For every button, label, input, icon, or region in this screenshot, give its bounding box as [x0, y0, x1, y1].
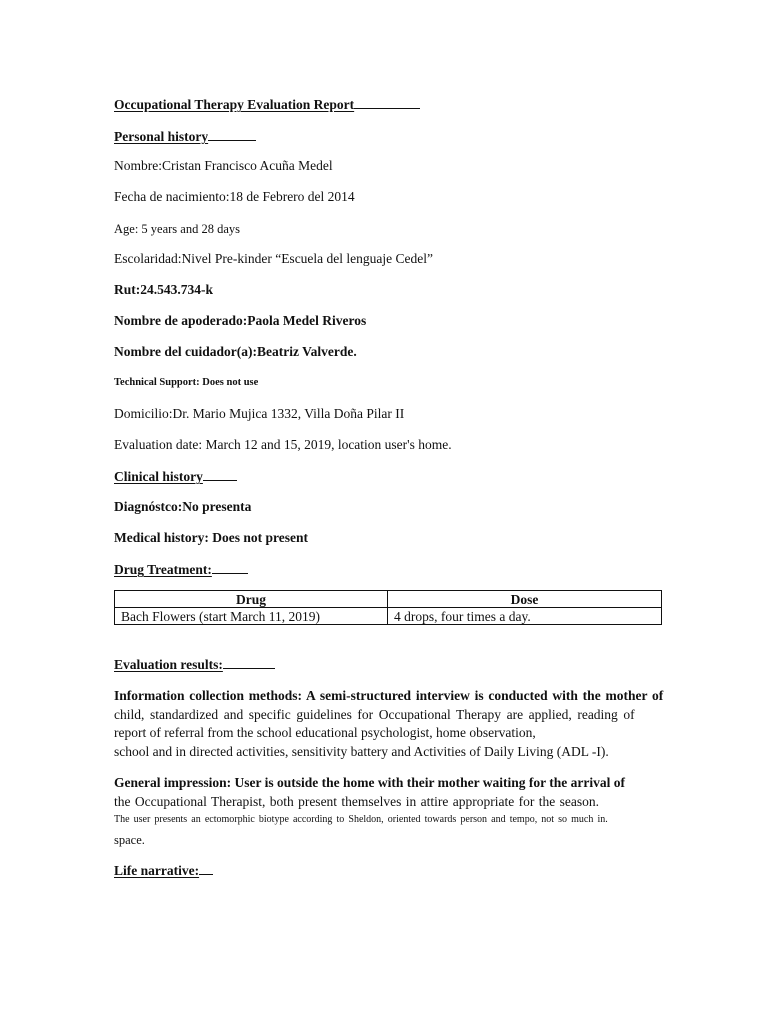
impression-line-3: The user presents an ectomorphic biotype according to Sheldon, oriented towards person and tempo, not so much in.: [114, 814, 608, 825]
methods-line-1: Information collection methods: A semi-structured interview is conducted with the mother of: [114, 688, 664, 703]
nombre-field: Nombre:Cristan Francisco Acuña Medel: [114, 158, 333, 173]
personal-history-heading: Personal history: [114, 128, 256, 145]
drug-cell: Bach Flowers (start March 11, 2019): [115, 608, 388, 625]
dose-cell: 4 drops, four times a day.: [388, 608, 662, 625]
report-title: Occupational Therapy Evaluation Report: [114, 96, 420, 113]
technical-support-field: Technical Support: Does not use: [114, 377, 259, 388]
methods-line-3: report of referral from the school educational psychologist, home observation,: [114, 725, 536, 740]
drug-table-header-row: [115, 591, 662, 608]
escolaridad-field: Escolaridad:Nivel Pre-kinder “Escuela del lenguaje Cedel”: [114, 251, 433, 266]
impression-line-2: the Occupational Therapist, both present themselves in attire appropriate for the season.: [114, 794, 599, 809]
methods-line-4: school and in directed activities, sensitivity battery and Activities of Daily Living (ADL -I).: [114, 744, 609, 759]
life-narrative-heading: Life narrative:: [114, 862, 213, 879]
drug-table: [114, 590, 662, 625]
evaluation-date-field: Evaluation date: March 12 and 15, 2019, location user's home.: [114, 437, 452, 452]
fecha-nacimiento-field: Fecha de nacimiento:18 de Febrero del 2014: [114, 189, 355, 204]
diagnostico-field: Diagnóstco:No presenta: [114, 499, 252, 514]
drug-treatment-heading: Drug Treatment:: [114, 561, 248, 578]
dose-column-header: Dose: [388, 591, 662, 608]
apoderado-field: Nombre de apoderado:Paola Medel Riveros: [114, 313, 367, 328]
table-row: [115, 608, 662, 625]
drug-column-header: Drug: [115, 591, 388, 608]
medical-history-field: Medical history: Does not present: [114, 530, 308, 545]
impression-line-1: General impression: User is outside the home with their mother waiting for the arrival of: [114, 775, 625, 790]
methods-line-2: child, standardized and specific guidelines for Occupational Therapy are applied, reading of: [114, 707, 635, 722]
evaluation-results-heading: Evaluation results:: [114, 656, 275, 673]
age-field: Age: 5 years and 28 days: [114, 222, 241, 236]
cuidador-field: Nombre del cuidador(a):Beatriz Valverde.: [114, 344, 357, 359]
clinical-history-heading: Clinical history: [114, 468, 237, 485]
domicilio-field: Domicilio:Dr. Mario Mujica 1332, Villa Doña Pilar II: [114, 406, 405, 421]
rut-field: Rut:24.543.734-k: [114, 282, 214, 297]
impression-line-4: space.: [114, 833, 145, 847]
